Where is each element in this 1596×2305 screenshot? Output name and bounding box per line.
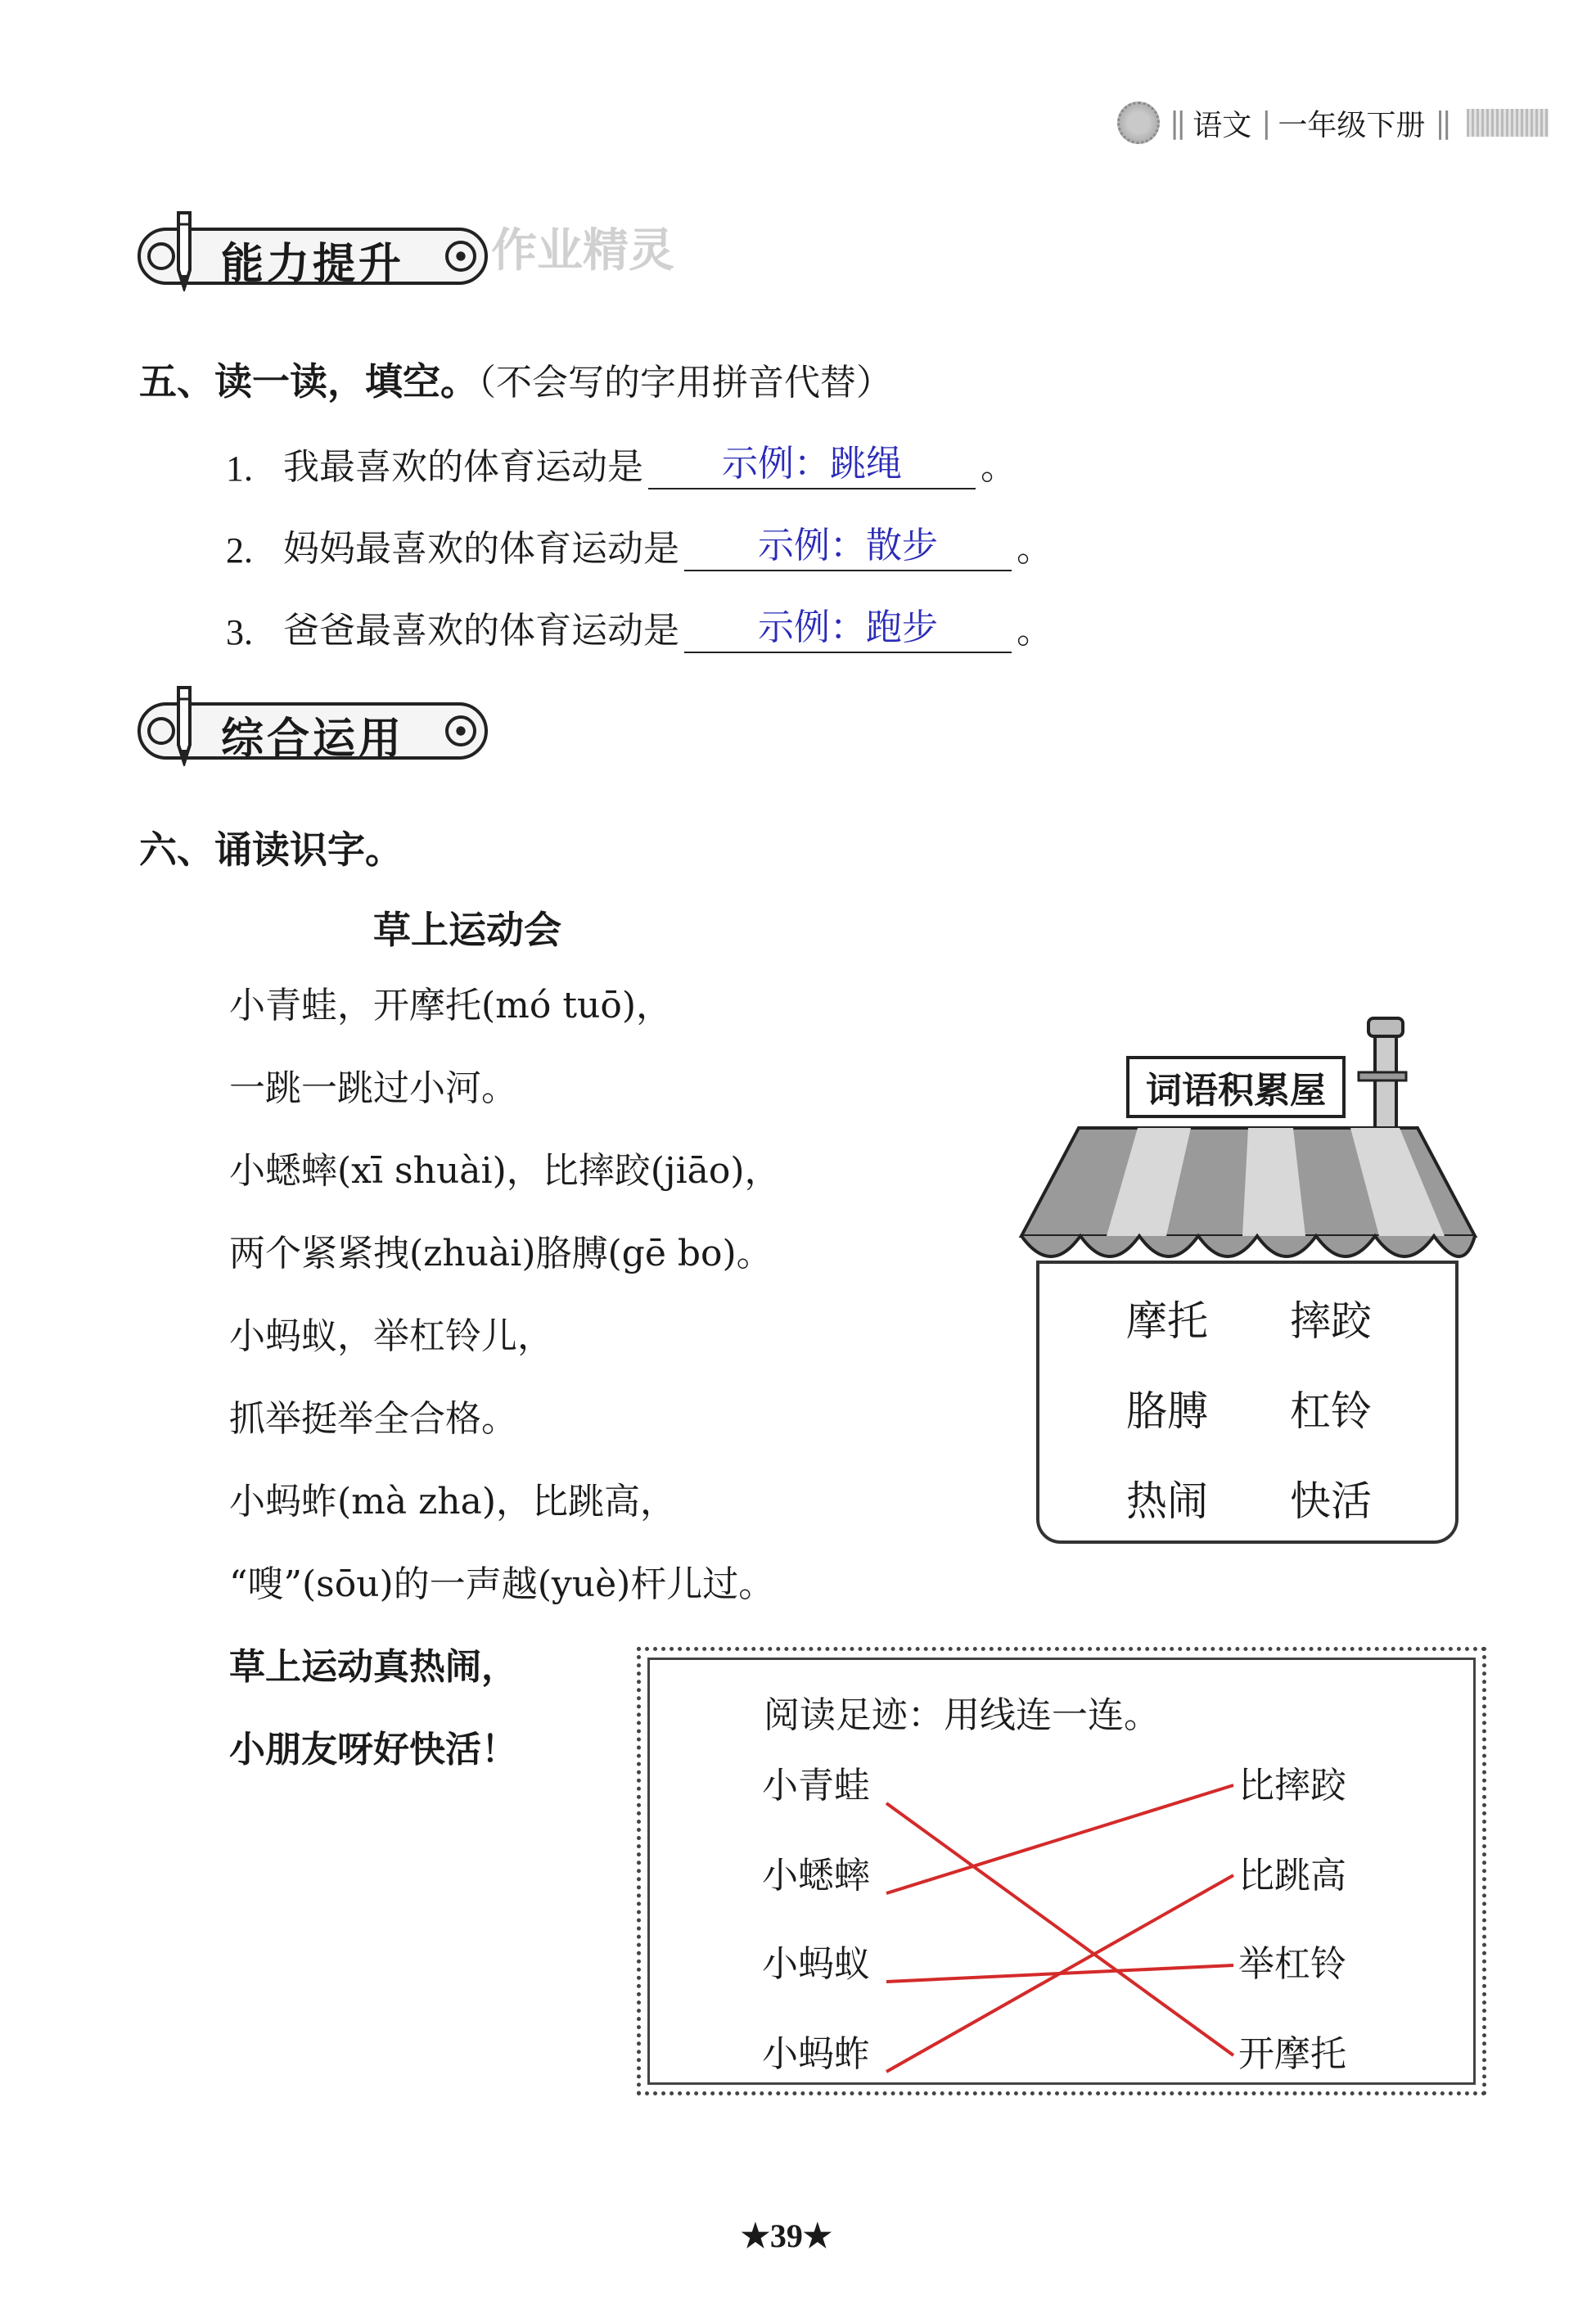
left-item[interactable]: 小蚂蚁 — [762, 1943, 870, 1985]
left-item[interactable]: 小蚂蚱 — [762, 2033, 870, 2075]
item-text: 爸爸最喜欢的体育运动是 — [283, 610, 679, 652]
poem-line: 小蚂蚱(mà zha)，比跳高， — [229, 1481, 677, 1522]
exercise-title: 阅读足迹：用线连一连。 — [764, 1694, 1160, 1736]
word-item: 杠铃 — [1290, 1387, 1372, 1435]
poem-line: 两个紧紧拽(zhuài)胳膊(gē bo)。 — [229, 1233, 773, 1274]
pencil-icon — [170, 684, 198, 766]
page-number: ★39★ — [741, 2217, 832, 2254]
section-tag-integrated — [138, 689, 489, 763]
poem-line: 小青蛙，开摩托(mó tuō)， — [229, 985, 673, 1026]
sun-icon — [1117, 101, 1160, 144]
right-item[interactable]: 比摔跤 — [1238, 1765, 1346, 1807]
item-number: 1. — [226, 449, 253, 489]
word-item: 热闹 — [1126, 1477, 1208, 1525]
subject-label: 语文 — [1192, 108, 1252, 142]
connection-lines — [641, 1651, 1490, 2100]
divider: || — [1170, 106, 1183, 140]
left-item[interactable]: 小青蛙 — [762, 1765, 870, 1807]
word-house — [1015, 1015, 1481, 1555]
pencil-icon — [170, 210, 198, 291]
matching-exercise — [637, 1647, 1486, 2095]
word-list — [1085, 1285, 1413, 1537]
word-item: 胳膊 — [1126, 1387, 1208, 1435]
item-end: 。 — [981, 446, 1017, 488]
house-roof-illustration — [1015, 1015, 1481, 1277]
page-number-value: 39 — [769, 2217, 803, 2254]
poem-line: “嗖”(sōu)的一声越(yuè)杆儿过。 — [229, 1563, 775, 1605]
item-text: 我最喜欢的体育运动是 — [283, 446, 643, 488]
section-title: 综合运用 — [221, 715, 405, 764]
item-text: 妈妈最喜欢的体育运动是 — [283, 528, 679, 570]
right-item[interactable]: 比跳高 — [1238, 1855, 1346, 1897]
word-item: 摔跤 — [1290, 1297, 1372, 1345]
right-item[interactable]: 举杠铃 — [1238, 1943, 1346, 1985]
question-5-title — [139, 352, 892, 406]
left-item[interactable]: 小蟋蟀 — [762, 1855, 870, 1897]
connection-line — [886, 1875, 1233, 2072]
section-title: 能力提升 — [221, 240, 405, 289]
item-end: 。 — [1017, 528, 1053, 570]
fill-item-2 — [226, 516, 1053, 571]
watermark: 作业精灵 — [491, 224, 674, 277]
item-end: 。 — [1017, 610, 1053, 652]
question-6-title: 六、诵读识字。 — [139, 828, 403, 872]
answer-field[interactable]: 示例：跳绳 — [648, 434, 976, 489]
question-label: 五、读一读，填空。 — [139, 359, 478, 404]
poem-line: 小朋友呀好快活！ — [229, 1729, 517, 1770]
item-number: 3. — [226, 612, 253, 652]
fill-item-1 — [226, 434, 1017, 489]
divider: || — [1435, 106, 1449, 140]
header-decoration — [1467, 109, 1549, 137]
answer-field[interactable]: 示例：散步 — [684, 516, 1012, 571]
word-item: 摩托 — [1126, 1297, 1208, 1345]
grade-label: 一年级下册 — [1278, 108, 1426, 142]
page-header — [1117, 98, 1584, 147]
divider: | — [1261, 106, 1269, 140]
right-item[interactable]: 开摩托 — [1238, 2033, 1346, 2075]
poem-title: 草上运动会 — [373, 908, 561, 952]
poem-line: 抓举挺举全合格。 — [229, 1398, 517, 1440]
poem-line: 小蟋蟀(xī shuài)，比摔跤(jiāo)， — [229, 1150, 781, 1192]
word-item: 快活 — [1290, 1477, 1372, 1525]
item-number: 2. — [226, 530, 253, 571]
connection-line — [886, 1803, 1233, 2055]
poem-line: 一跳一跳过小河。 — [229, 1067, 517, 1109]
answer-field[interactable]: 示例：跑步 — [684, 598, 1012, 653]
fill-item-3 — [226, 598, 1053, 653]
section-tag-ability — [138, 214, 489, 288]
poem-line: 草上运动真热闹， — [229, 1646, 517, 1688]
question-note: （不会写的字用拼音代替） — [478, 362, 892, 404]
poem-line: 小蚂蚁，举杠铃儿， — [229, 1315, 553, 1357]
house-sign: 词语积累屋 — [1126, 1056, 1346, 1118]
